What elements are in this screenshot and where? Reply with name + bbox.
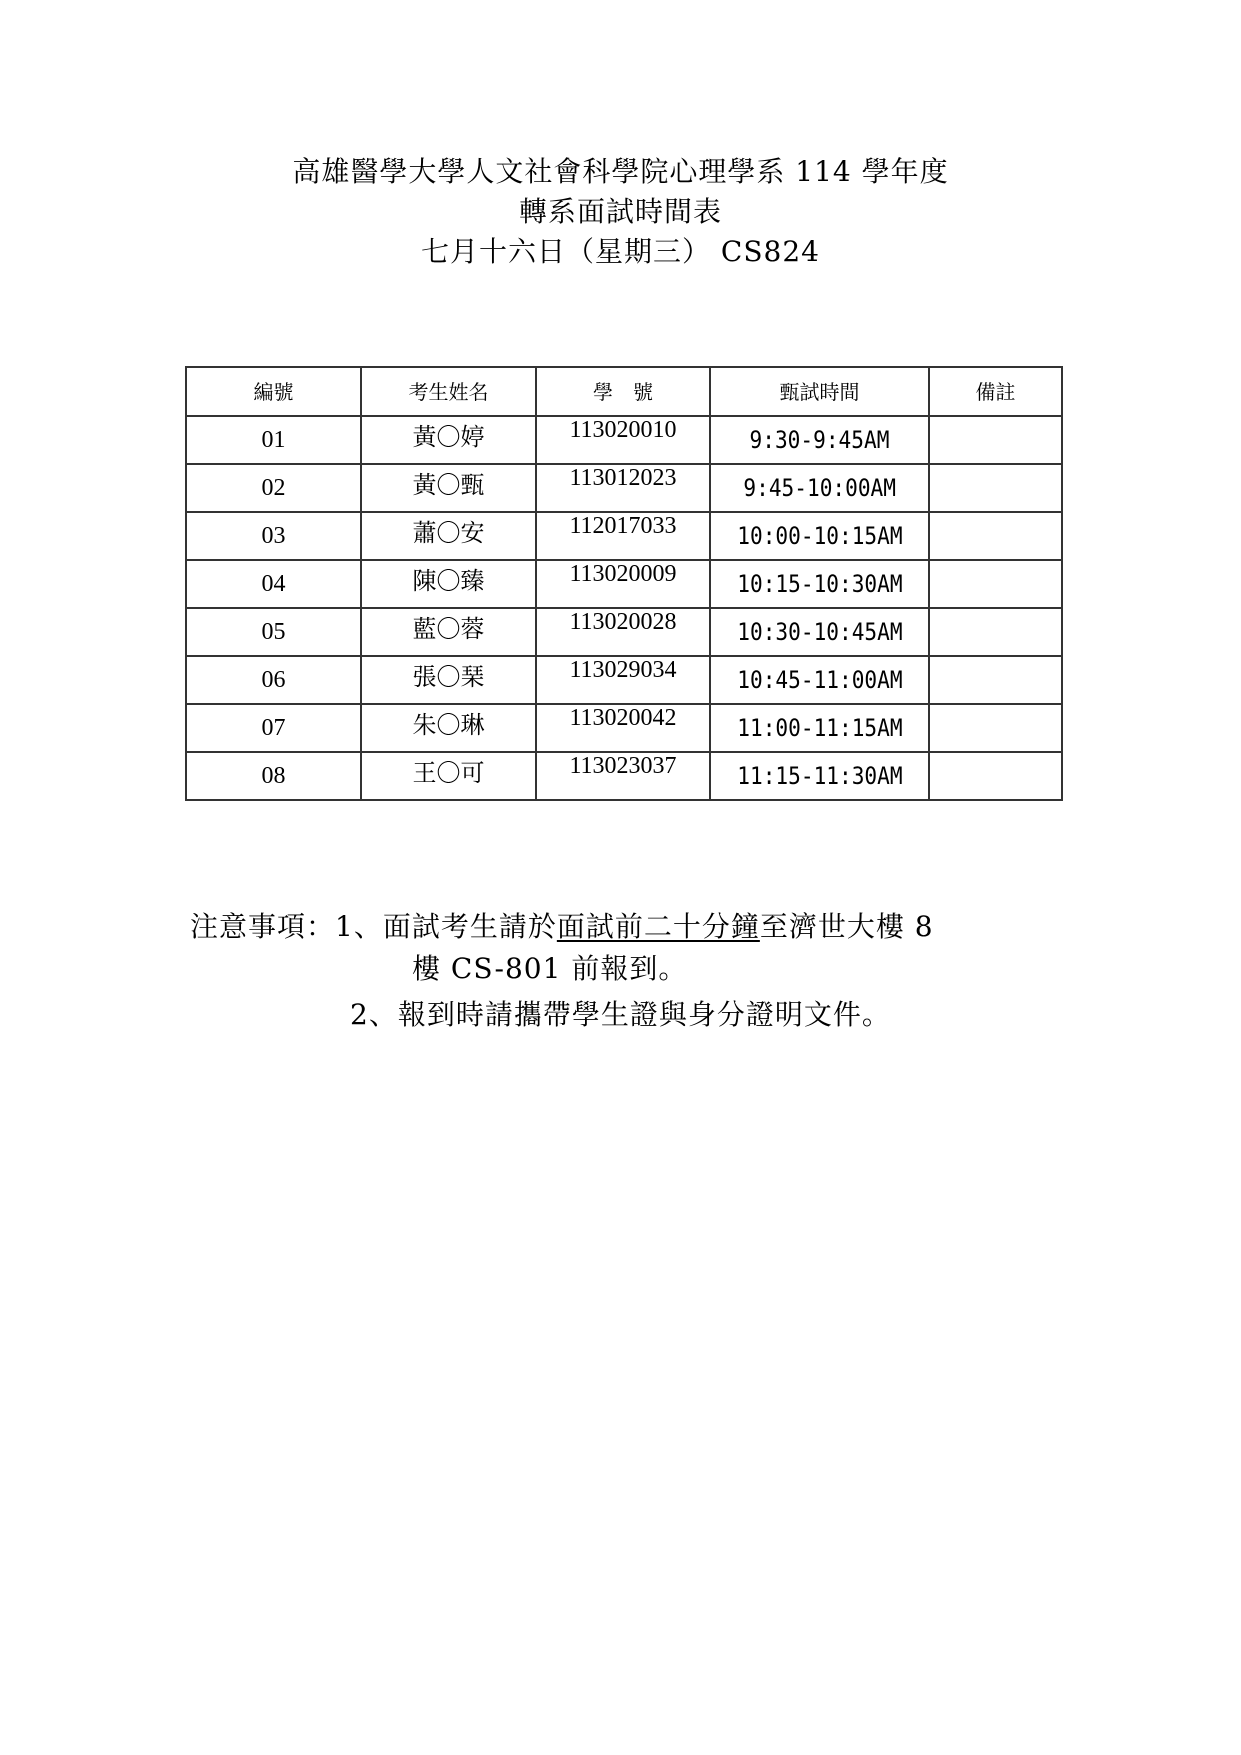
column-header-student-id: 學 號 xyxy=(536,367,710,416)
cell-time-text: 10:15-10:30AM xyxy=(736,570,903,598)
document-title xyxy=(0,152,1241,272)
cell-number: 03 xyxy=(186,512,361,560)
cell-time xyxy=(710,608,929,656)
notes-item-2: 2、報到時請攜帶學生證與身分證明文件。 xyxy=(350,998,891,1031)
cell-student-id: 112017033 xyxy=(536,512,710,560)
cell-remarks xyxy=(929,752,1062,800)
cell-student-id: 113012023 xyxy=(536,464,710,512)
cell-number: 02 xyxy=(186,464,361,512)
cell-time xyxy=(710,512,929,560)
notes-item-1-underlined: 面試前二十分鐘 xyxy=(556,910,760,943)
cell-time-text: 9:45-10:00AM xyxy=(743,474,896,502)
column-header-name: 考生姓名 xyxy=(361,367,536,416)
cell-time-text: 10:45-11:00AM xyxy=(736,666,903,694)
notes-item-1-continued: 樓 CS-801 前報到。 xyxy=(412,952,688,985)
cell-time xyxy=(710,752,929,800)
cell-name: 黃〇甄 xyxy=(361,464,536,512)
table-row xyxy=(186,512,1062,560)
cell-time-text: 11:00-11:15AM xyxy=(736,714,903,742)
cell-time xyxy=(710,656,929,704)
cell-name: 朱〇琳 xyxy=(361,704,536,752)
cell-remarks xyxy=(929,512,1062,560)
table-row xyxy=(186,416,1062,464)
cell-time xyxy=(710,704,929,752)
cell-time xyxy=(710,416,929,464)
interview-schedule-table xyxy=(185,366,1063,801)
cell-time-text: 10:00-10:15AM xyxy=(736,522,903,550)
title-school-dept: 高雄醫學大學人文社會科學院心理學系 114 學年度 xyxy=(292,155,949,188)
cell-remarks xyxy=(929,416,1062,464)
table-row xyxy=(186,464,1062,512)
cell-name: 蕭〇安 xyxy=(361,512,536,560)
cell-student-id: 113020010 xyxy=(536,416,710,464)
column-header-number: 編號 xyxy=(186,367,361,416)
notes-item-1-prefix: 1、面試考生請於 xyxy=(335,910,557,943)
cell-number: 04 xyxy=(186,560,361,608)
notes-label: 注意事項： xyxy=(190,910,336,943)
cell-name: 藍〇蓉 xyxy=(361,608,536,656)
cell-student-id: 113020028 xyxy=(536,608,710,656)
cell-remarks xyxy=(929,560,1062,608)
notes-item-1 xyxy=(190,906,934,948)
cell-remarks xyxy=(929,464,1062,512)
cell-time-text: 11:15-11:30AM xyxy=(736,762,903,790)
cell-remarks xyxy=(929,656,1062,704)
cell-time xyxy=(710,560,929,608)
table-row xyxy=(186,752,1062,800)
cell-number: 07 xyxy=(186,704,361,752)
table-row xyxy=(186,560,1062,608)
cell-student-id: 113020009 xyxy=(536,560,710,608)
cell-number: 06 xyxy=(186,656,361,704)
cell-time-text: 10:30-10:45AM xyxy=(736,618,903,646)
cell-name: 王〇可 xyxy=(361,752,536,800)
table-row xyxy=(186,704,1062,752)
column-header-remarks: 備註 xyxy=(929,367,1062,416)
cell-student-id: 113020042 xyxy=(536,704,710,752)
cell-remarks xyxy=(929,608,1062,656)
cell-time xyxy=(710,464,929,512)
cell-remarks xyxy=(929,704,1062,752)
title-date-room: 七月十六日（星期三） CS824 xyxy=(421,235,820,268)
cell-name: 陳〇臻 xyxy=(361,560,536,608)
table-row xyxy=(186,608,1062,656)
table-row xyxy=(186,656,1062,704)
cell-name: 張〇琹 xyxy=(361,656,536,704)
cell-student-id: 113029034 xyxy=(536,656,710,704)
cell-number: 05 xyxy=(186,608,361,656)
table-header-row xyxy=(186,367,1062,416)
column-header-interview-time: 甄試時間 xyxy=(710,367,929,416)
cell-number: 08 xyxy=(186,752,361,800)
cell-time-text: 9:30-9:45AM xyxy=(749,426,890,454)
title-schedule: 轉系面試時間表 xyxy=(518,195,722,228)
cell-name: 黃〇婷 xyxy=(361,416,536,464)
notes-item-1-suffix: 至濟世大樓 8 xyxy=(759,910,934,943)
cell-number: 01 xyxy=(186,416,361,464)
cell-student-id: 113023037 xyxy=(536,752,710,800)
